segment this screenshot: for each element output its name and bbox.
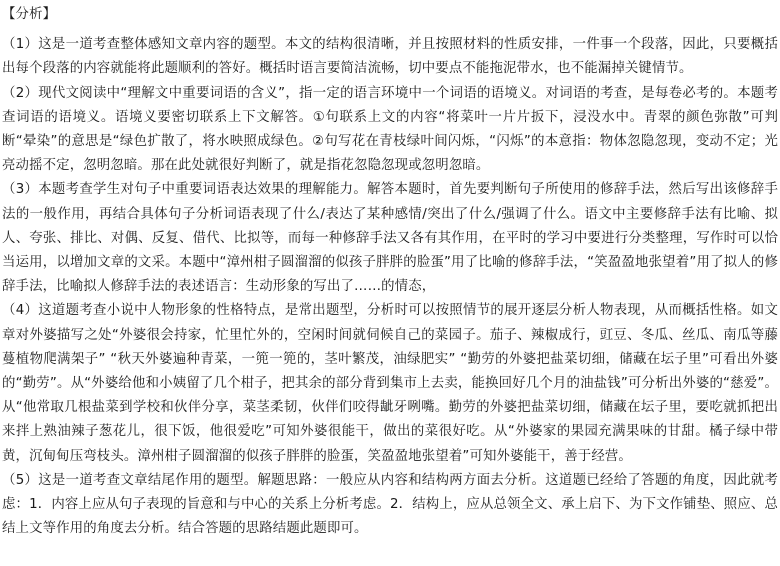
- analysis-paragraph-4: （4）这道题考查小说中人物形象的性格特点，是常出题型，分析时可以按照情节的展开逐层分析人物表现，从而概括性格。如文章对外婆描写之处“外婆很会持家，忙里忙外的，空闲时间就伺候自己的菜园子。茄子、辣椒成行，豇豆、冬瓜、丝瓜、南瓜等藤蔓植物爬满架子” “秋天外婆遍种青菜，一篼一篼的，茎叶繁茂，油绿肥实” “勤劳的外婆把盐菜切细，储藏在坛子里”可看出外婆的“勤劳”。从“外婆给他和小姨留了几个柑子，把其余的部分背到集市上去卖，能换回好几个月的油盐钱”可分析出外婆的“慈爱”。从“他常取几根盐菜到学校和伙伴分享，菜茎柔韧，伙伴们咬得龇牙咧嘴。勤劳的外婆把盐菜切细，储藏在坛子里，要吃就抓把出来拌上熟油辣子葱花儿，很下饭，他很爱吃”可知外婆很能干，做出的菜很好吃。从“外婆家的果园充满果味的甘甜。橘子绿中带黄，沉甸甸压弯枝头。漳州柑子圆溜溜的似孩子胖胖的脸蛋，笑盈盈地张望着”可知外婆能干，善于经营。: [2, 303, 778, 464]
- analysis-paragraph-1: （1）这是一道考查整体感知文章内容的题型。本文的结构很清晰，并且按照材料的性质安排，一件事一个段落，因此，只要概括出每个段落的内容就能将此题顺利的答好。概括时语言要简洁流畅，切中要点不能拖泥带水，也不能漏掉关键情节。: [2, 37, 778, 77]
- analysis-paragraph-3: （3）本题考查学生对句子中重要词语表达效果的理解能力。解答本题时，首先要判断句子所使用的修辞手法，然后写出该修辞手法的一般作用，再结合具体句子分析词语表现了什么/表达了某种感情/突出了什么/强调了什么。语文中主要修辞手法有比喻、拟人、夸张、排比、对偶、反复、借代、比拟等，而每一种修辞手法又各有其作用，在平时的学习中要进行分类整理，写作时可以恰当运用，以增加文章的文采。本题中“漳州柑子圆溜溜的似孩子胖胖的脸蛋”用了比喻的修辞手法，“笑盈盈地张望着”用了拟人的修辞手法，比喻拟人修辞手法的表述语言：生动形象的写出了……的情态，: [2, 182, 778, 295]
- analysis-paragraph-5: （5）这是一道考查文章结尾作用的题型。解题思路：一般应从内容和结构两方面去分析。这道题已经给了答题的角度，因此就考虑：1．内容上应从句子表现的旨意和与中心的关系上分析考虑。2．结构上，应从总领全文、承上启下、为下文作铺垫、照应、总结上文等作用的角度去分析。结合答题的思路结题此题即可。: [2, 472, 778, 537]
- analysis-heading: 【分析】: [2, 7, 57, 22]
- analysis-paragraph-2: （2）现代文阅读中“理解文中重要词语的含义”，指一定的语言环境中一个词语的语境义。对词语的考查，是每卷必考的。本题考查词语的语境义。语境义要密切联系上下文解答。①句联系上文的内容“将菜叶一片片扳下，浸没水中。青翠的颜色弥散”可判断“晕染”的意思是“绿色扩散了，将水映照成绿色。②句写花在青枝绿叶间闪烁，“闪烁”的本意指：物体忽隐忽现，变动不定；光亮动摇不定，忽明忽暗。那在此处就很好判断了，就是指花忽隐忽现或忽明忽暗。: [2, 85, 778, 174]
